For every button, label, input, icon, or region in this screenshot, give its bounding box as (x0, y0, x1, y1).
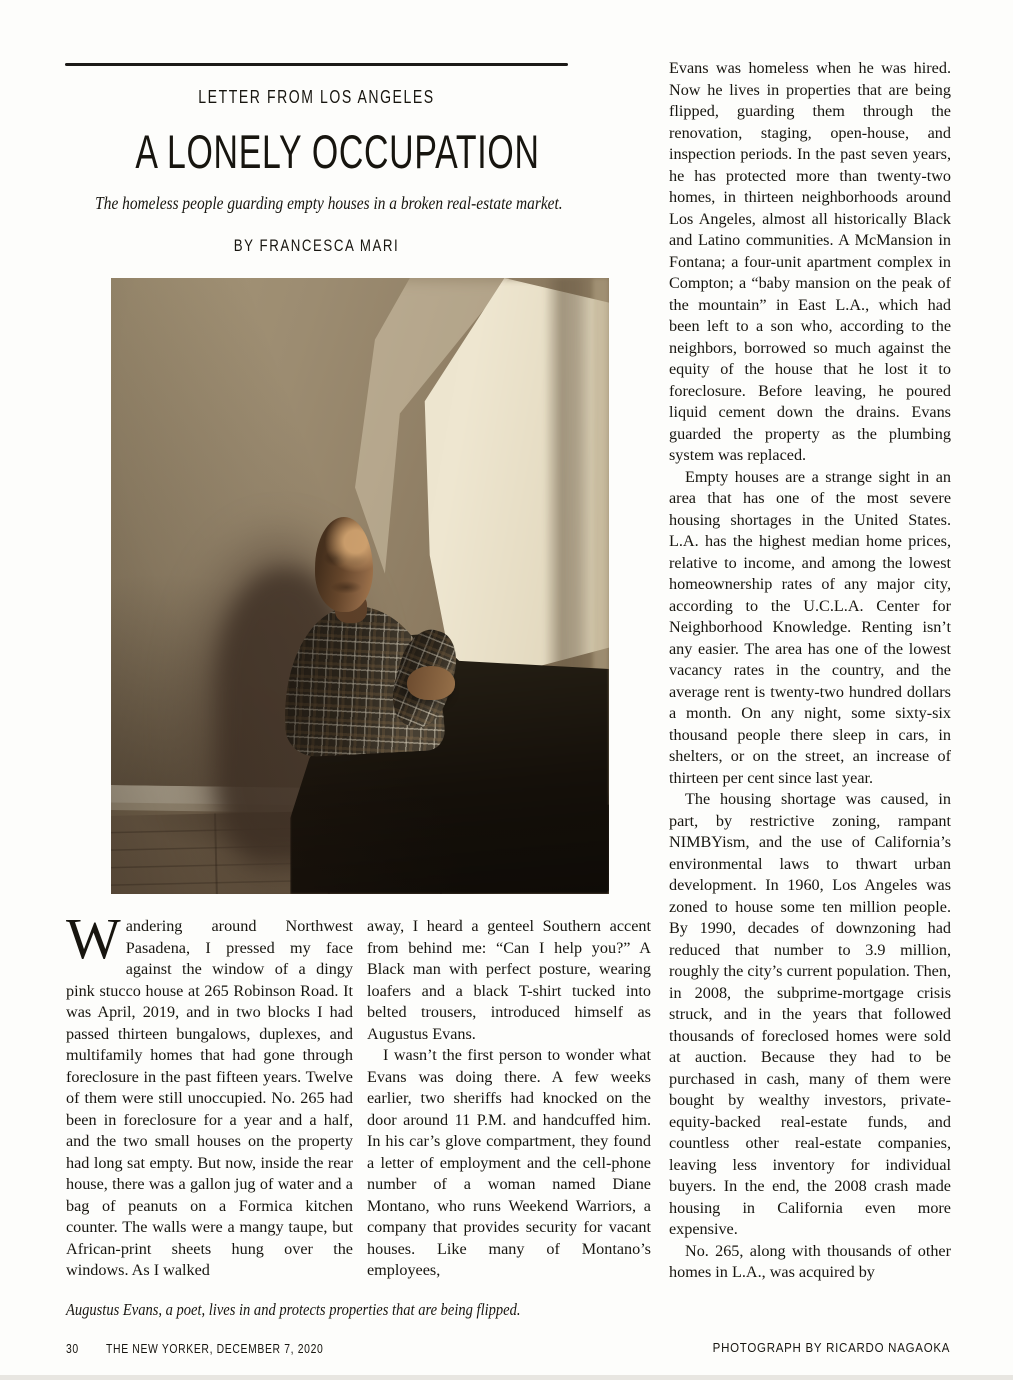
article-paragraph: The housing shortage was caused, in part, by restrictive zoning, rampant NIMBYism, and the use of California’s environmental laws to thwart urban development. In 1960, Los Angeles was zoned to house some ten million people. By 1990, decades of downzoning had reduced that number to 3.9 million, roughly the city’s current population. Then, in 2008, the subprime-mortgage crisis struck, and in the years that followed thousands of foreclosed homes were sold at auction. Because they had to be purchased in cash, many of them were bought by wealthy investors, private-equity-backed real-estate funds, and countless other real-estate companies, leaving less inventory for individual buyers. In the end, the 2008 crash made housing in California even more expensive. (669, 790, 951, 1238)
header-rule (65, 63, 568, 66)
photo-caption: Augustus Evans, a poet, lives in and protects properties that are being flipped. (66, 1300, 521, 1319)
section-rubric: LETTER FROM LOS ANGELES (198, 87, 435, 107)
paragraph-text: andering around Northwest Pasadena, I pressed my face against the window of a dingy pink stucco house at 265 Robinson Road. It was April, 2019, and in two blocks I had passed thirteen bungalows, duplexes, and multifamily homes that had gone through foreclosure in the past fifteen years. Twelve of them were still unoccupied. No. 265 had been in foreclosure for a year and a half, and the two small houses on the property had long sat empty. But now, inside the rear house, there was a gallon jug of water and a bag of peanuts on a Formica kitchen counter. The walls were a mangy taupe, but African-print sheets hung over the windows. As I walked (66, 917, 353, 1279)
footer-folio (66, 1341, 323, 1356)
article-paragraph: No. 265, along with thousands of other homes in L.A., was acquired by (669, 1241, 951, 1281)
text-column-3 (669, 58, 951, 1292)
portrait-photo (111, 278, 609, 894)
photo-credit: PHOTOGRAPH BY RICARDO NAGAOKA (712, 1341, 950, 1355)
page-edge-strip (0, 1375, 1013, 1380)
article-subtitle: The homeless people guarding empty houses in a broken real-estate market. (95, 193, 563, 213)
text-column-2 (367, 916, 651, 1290)
photo-vignette (111, 278, 609, 894)
drop-cap: W (66, 916, 121, 971)
issue-line: THE NEW YORKER, DECEMBER 7, 2020 (106, 1341, 324, 1356)
article-byline: BY FRANCESCA MARI (233, 236, 400, 255)
article-paragraph: away, I heard a genteel Southern accent from behind me: “Can I help you?” A Black man with perfect posture, wearing loafers and a black T-shirt tucked into belted trousers, introduced himself as Augustus Evans. (367, 917, 651, 1043)
article-title: A LONELY OCCUPATION (135, 125, 540, 178)
article-paragraph: Evans was homeless when he was hired. Now he lives in properties that are being flipped, guarding them through the renovation, staging, open-house, and inspection periods. In the past seven years, he has protected more than twenty-two homes, in thirteen neighborhoods around Los Angeles, almost all historically Black and Latino communities. A McMansion in Fontana; a four-unit apartment complex in Compton; a “baby mansion on the peak of the mountain” in East L.A., which had been left to a son who, according to the neighbors, borrowed so much against the equity of the house that he lost it to foreclosure. Before leaving, he poured liquid cement down the drains. Evans guarded the property as the plumbing system was replaced. (669, 59, 951, 464)
article-paragraph (66, 916, 353, 1282)
article-paragraph: I wasn’t the first person to wonder what Evans was doing there. A few weeks earlier, two sheriffs had knocked on the door around 11 P.M. and handcuffed him. In his car’s glove compartment, they found a letter of employment and the cell-phone number of a woman named Diane Montano, who runs Weekend Warriors, a company that provides security for vacant houses. Like many of Montano’s employees, (367, 1046, 651, 1279)
article-paragraph: Empty houses are a strange sight in an area that has one of the most severe housing shortages in the United States. L.A. has the highest median home prices, relative to income, and among the lowest homeownership rates of any major city, according to the U.C.L.A. Center for Neighborhood Knowledge. Renting isn’t any easier. The area has one of the lowest vacancy rates in the country, and the average rent is twenty-two hundred dollars a month. On any night, some sixty-six thousand people there sleep in cars, in shelters, or on the street, an increase of thirteen per cent since last year. (669, 467, 951, 787)
text-column-1 (66, 916, 353, 1290)
page-number: 30 (66, 1341, 79, 1356)
